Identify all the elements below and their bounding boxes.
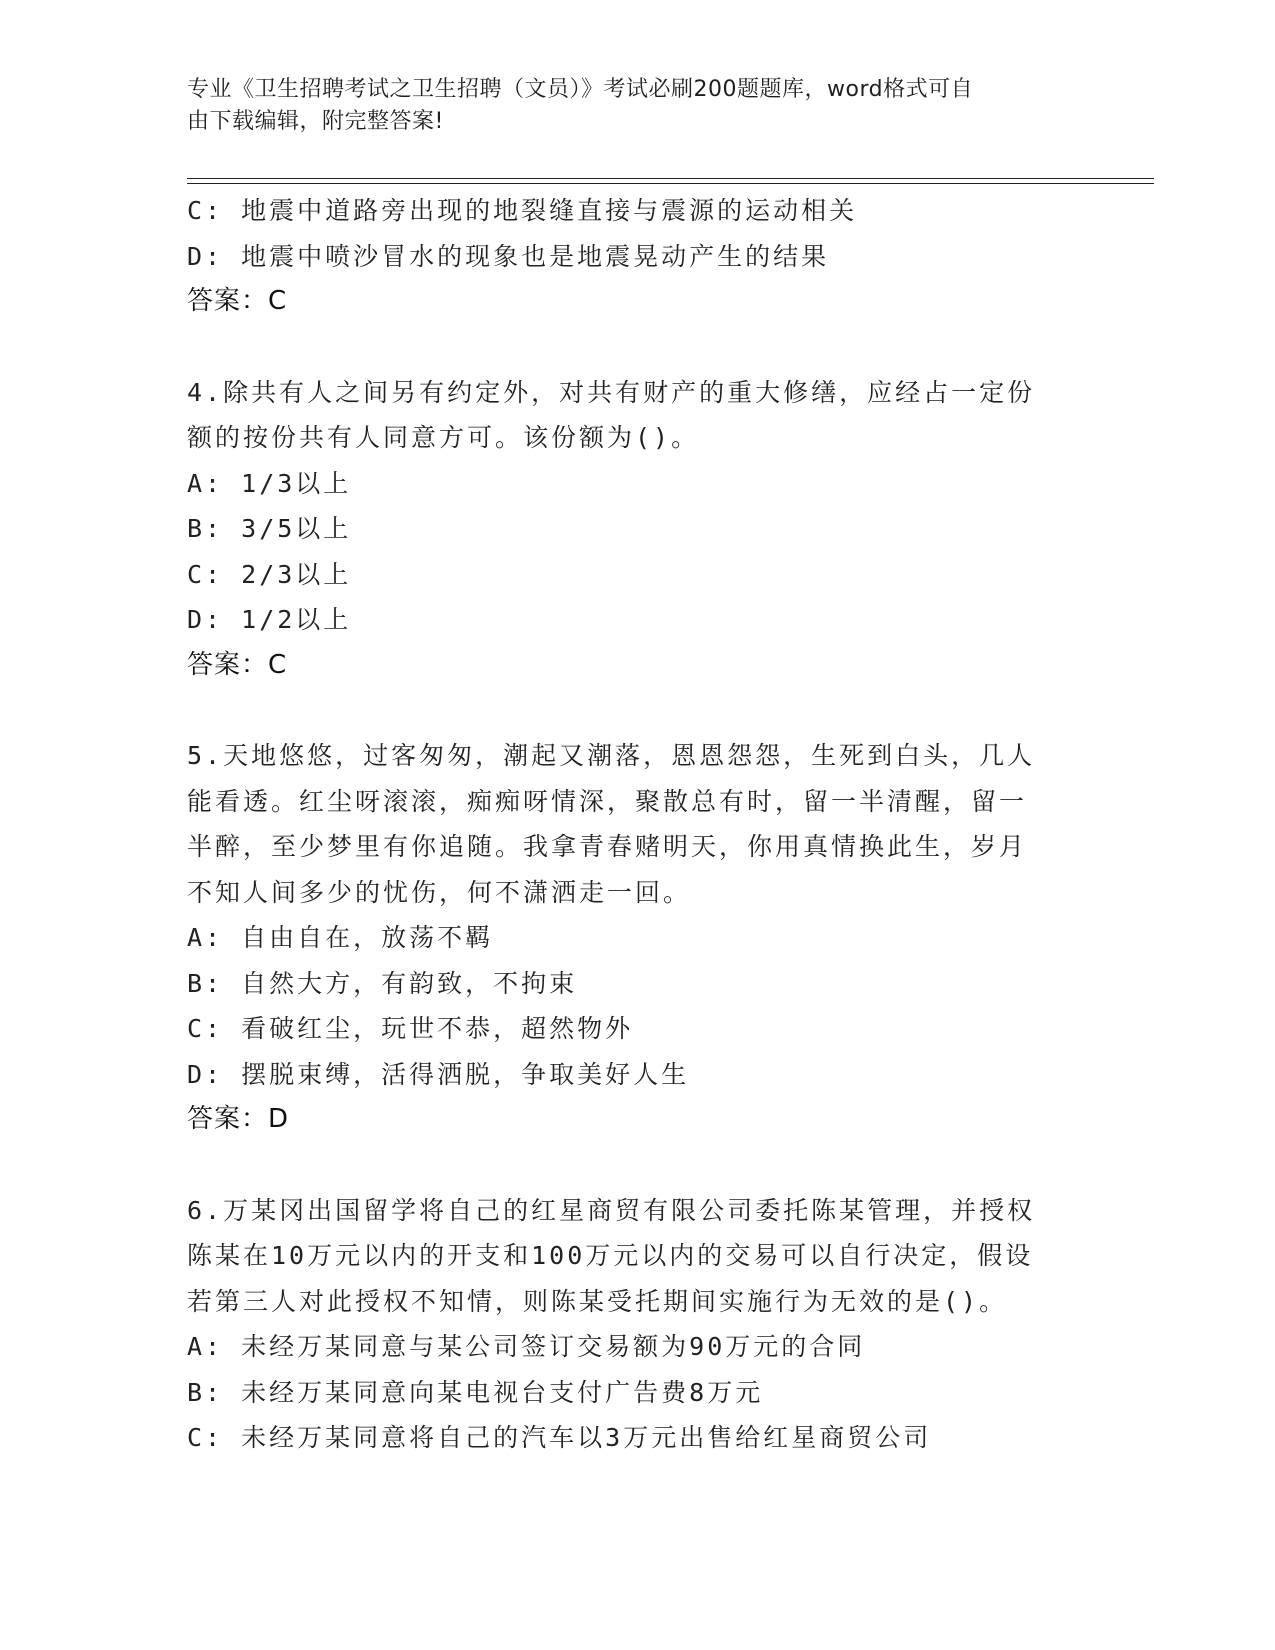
question-stem-line: 半醉，至少梦里有你追随。我拿青春赌明天，你用真情换此生，岁月: [187, 832, 1028, 861]
question-5: [187, 733, 1087, 1143]
header-line-2: 由下载编辑，附完整答案!: [187, 109, 444, 134]
question-stem-line: 能看透。红尘呀滚滚，痴痴呀情深，聚散总有时，留一半清醒，留一: [187, 786, 1028, 816]
option-d: D: 地震中喷沙冒水的现象也是地震晃动产生的结果: [187, 241, 830, 271]
document-header: [187, 74, 1067, 138]
option-a: A: 自由自在，放荡不羁: [187, 923, 494, 952]
header-line-1: 专业《卫生招聘考试之卫生招聘（文员）》考试必刷200题题库，word格式可自: [187, 77, 974, 102]
option-d: D: 摆脱束缚，活得洒脱，争取美好人生: [187, 1059, 690, 1089]
question-stem-line: 5.天地悠悠，过客匆匆，潮起又潮落，恩恩怨怨，生死到白头，几人: [187, 741, 1036, 770]
question-4: [187, 370, 1087, 689]
spacer: [187, 1143, 1087, 1188]
option-c: C: 2/3以上: [187, 559, 352, 589]
spacer: [187, 688, 1087, 733]
question-stem-line: 不知人间多少的忧伤，何不潇洒走一回。: [187, 877, 692, 907]
option-d: D: 1/2以上: [187, 605, 352, 634]
option-b: B: 3/5以上: [187, 514, 352, 543]
option-c: C: 看破红尘，玩世不恭，超然物外: [187, 1014, 634, 1043]
option-a: A: 1/3以上: [187, 468, 352, 498]
header-rule-bottom: [187, 183, 1154, 184]
question-stem-line: 额的按份共有人同意方可。该份额为()。: [187, 423, 700, 452]
option-c: C: 未经万某同意将自己的汽车以3万元出售给红星商贸公司: [187, 1423, 932, 1452]
option-b: B: 未经万某同意向某电视台支付广告费8万元: [187, 1377, 764, 1407]
question-3: [187, 188, 1087, 325]
question-stem-line: 若第三人对此授权不知情，则陈某受托期间实施行为无效的是()。: [187, 1286, 1008, 1316]
question-stem-line: 4.除共有人之间另有约定外，对共有财产的重大修缮，应经占一定份: [187, 377, 1036, 407]
question-6: [187, 1188, 1087, 1461]
question-stem-line: 陈某在10万元以内的开支和100万元以内的交易可以自行决定，假设: [187, 1241, 1034, 1270]
answer-label: 答案：C: [187, 286, 288, 316]
question-content: [187, 188, 1087, 1461]
option-c: C: 地震中道路旁出现的地裂缝直接与震源的运动相关: [187, 196, 858, 225]
option-b: B: 自然大方，有韵致，不拘束: [187, 968, 578, 998]
answer-label: 答案：D: [187, 1104, 290, 1134]
answer-label: 答案：C: [187, 649, 288, 680]
spacer: [187, 325, 1087, 370]
question-stem-line: 6.万某冈出国留学将自己的红星商贸有限公司委托陈某管理，并授权: [187, 1195, 1036, 1225]
header-rule-top: [187, 178, 1154, 179]
option-a: A: 未经万某同意与某公司签订交易额为90万元的合同: [187, 1332, 866, 1361]
